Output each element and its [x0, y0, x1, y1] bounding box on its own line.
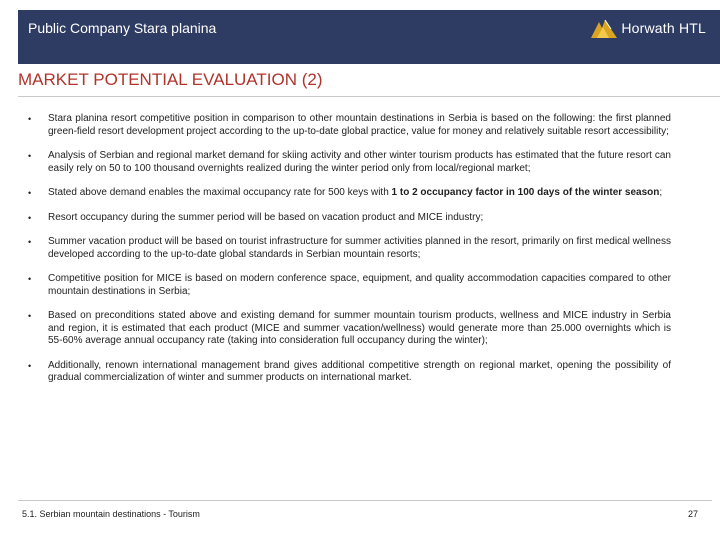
bullet-item [28, 236, 671, 261]
bullet-marker: • [28, 360, 32, 371]
bullet-text [48, 187, 662, 198]
bullet-item [28, 113, 671, 138]
bullet-text: Summer vacation product will be based on tourist infrastructure for summer activities planned in the resort, primarily on first medical wellness developed according to the up-to-date global standards in Serbian mountain resorts; [48, 236, 671, 260]
title-divider [18, 96, 720, 97]
bullet-text: Based on preconditions stated above and existing demand for summer mountain tourism products, wellness and MICE industry in Serbia and region, it is estimated that each product (MICE and summer vacation/wellness) would generate more than 25.000 overnights which is 55-60% average annual occupancy rate (taking into consideration full occupancy during the winter); [48, 310, 671, 346]
bullet-item [28, 273, 671, 298]
bullet-text: Analysis of Serbian and regional market demand for skiing activity and other winter tourism products has estimated that the future resort can easily rely on 50 to 100 thousand overnights realized during the winter period only from local/regional market; [48, 150, 671, 174]
page-title: MARKET POTENTIAL EVALUATION (2) [18, 70, 323, 89]
bullet-item [28, 212, 671, 225]
bullet-marker: • [28, 114, 32, 124]
bullet-text: Additionally, renown international management brand gives additional competitive strength on regional market, opening the possibility of gradual commercialization of winter and summer products on international market. [48, 359, 671, 383]
bullet-marker: • [28, 151, 32, 161]
bullet-marker: • [28, 274, 32, 284]
bullet-text-end: ; [659, 187, 663, 198]
bullet-list [28, 113, 671, 397]
bullet-text-lead: Stated above demand enables the maximal occupancy rate for 500 keys with [48, 187, 392, 198]
bullet-text-emphasis: 1 to 2 occupancy factor in 100 days of the winter season [391, 187, 660, 198]
bullet-item [28, 360, 671, 385]
bullet-text: Resort occupancy during the summer period will be based on vacation product and MICE industry; [48, 211, 484, 223]
logo-text: Horwath HTL [621, 20, 706, 36]
footer-section-label: 5.1. Serbian mountain destinations - Tourism [22, 509, 200, 519]
bullet-text: Stara planina resort competitive position in comparison to other mountain destinations in Serbia is based on the following: the first planned green-field resort development project according to the up-to-date global practice, value for money and relatively suitable resort accessibility; [48, 113, 671, 137]
bullet-marker: • [28, 237, 32, 247]
horwath-mountain-logo-icon [591, 18, 617, 38]
horwath-logo [591, 16, 706, 40]
footer-divider [18, 500, 712, 501]
page-number: 27 [687, 509, 698, 519]
bullet-item [28, 187, 671, 200]
bullet-marker: • [28, 311, 32, 321]
bullet-item [28, 310, 671, 348]
bullet-marker: • [28, 188, 32, 198]
bullet-marker: • [28, 212, 32, 223]
header-title: Public Company Stara planina [28, 20, 217, 36]
bullet-item [28, 150, 671, 175]
bullet-text: Competitive position for MICE is based on modern conference space, equipment, and quality accommodation capacities compared to other mountain destinations in Serbia; [48, 273, 671, 297]
